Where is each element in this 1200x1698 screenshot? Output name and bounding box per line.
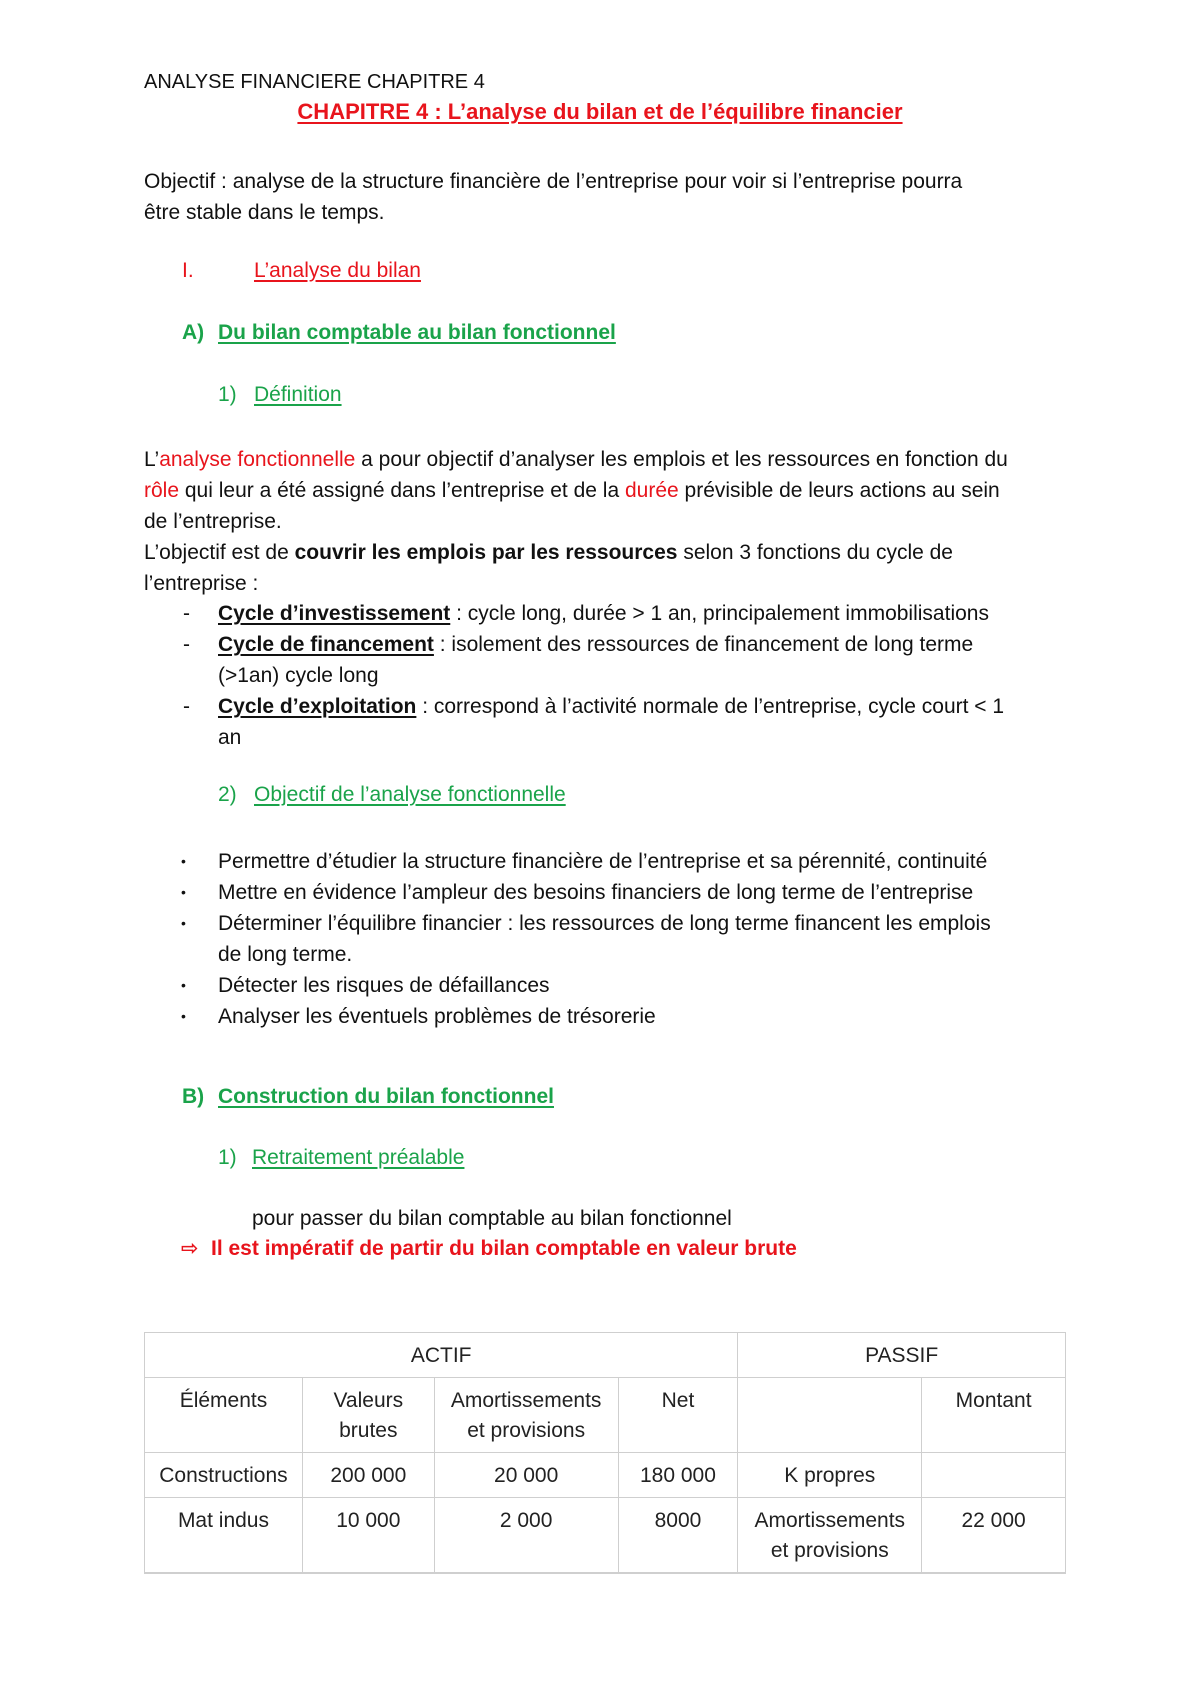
table-header-row (145, 1333, 1066, 1378)
objective-text: Analyser les éventuels problèmes de trésorerie (218, 1005, 656, 1028)
objective-line-1: Objectif : analyse de la structure financière de l’entreprise pour voir si l’entreprise pourra (144, 170, 963, 193)
cell-element: Constructions (145, 1453, 303, 1498)
objective-text-continued: de long terme. (218, 943, 353, 966)
definition-text: qui leur a été assigné dans l’entreprise et de la (179, 479, 625, 502)
objective-text: Permettre d’étudier la structure financière de l’entreprise et sa pérennité, continuité (218, 850, 988, 873)
column-elements: Éléments (145, 1378, 303, 1453)
actif-header: ACTIF (145, 1333, 738, 1378)
cell-net: 8000 (618, 1498, 738, 1574)
chapter-title: CHAPITRE 4 : L’analyse du bilan et de l’équilibre financier (297, 99, 903, 124)
section-b-letter: B) (182, 1085, 205, 1108)
cell-amort: 20 000 (434, 1453, 618, 1498)
section-a-title: Du bilan comptable au bilan fonctionnel (218, 321, 616, 344)
imperative-note (181, 1233, 797, 1264)
bilan-table (144, 1332, 1066, 1574)
passif-label: Amortissements (754, 1509, 906, 1532)
cycle-description: : isolement des ressources de financement de long terme (433, 633, 974, 656)
bullet-marker: • (181, 977, 186, 993)
cell-amort: 2 000 (434, 1498, 618, 1574)
bullet-marker: • (181, 853, 186, 869)
objective-line-2: être stable dans le temps. (144, 201, 385, 224)
table-column-row (145, 1378, 1066, 1453)
cell-passif-item (738, 1453, 922, 1498)
subsection-b1-number: 1) (218, 1146, 237, 1169)
subsection-2-number: 2) (218, 783, 237, 806)
cycle-description: : correspond à l’activité normale de l’entreprise, cycle court < 1 (416, 695, 1005, 718)
imperative-text: Il est impératif de partir du bilan comptable en valeur brute (211, 1237, 797, 1260)
definition-emphasis: couvrir les emplois par les ressources (294, 541, 678, 564)
column-label: Amortissements (450, 1389, 602, 1412)
subsection-b1-title: Retraitement préalable (252, 1146, 465, 1169)
table-row (145, 1498, 1066, 1574)
objective-text: Détecter les risques de défaillances (218, 974, 550, 997)
dash-marker: - (183, 602, 190, 625)
retraitement-text: pour passer du bilan comptable au bilan fonctionnel (252, 1207, 732, 1230)
subsection-1-number: 1) (218, 383, 237, 406)
cell-passif-item (738, 1498, 922, 1574)
definition-paragraph-line-4 (144, 537, 953, 568)
table-row (145, 1453, 1066, 1498)
objective-text: Déterminer l’équilibre financier : les ressources de long terme financent les emplois (218, 912, 991, 935)
definition-keyword-analyse: analyse fonctionnelle (159, 448, 356, 471)
column-label: et provisions (467, 1419, 586, 1442)
cell-brut: 200 000 (302, 1453, 434, 1498)
section-1-number: I. (182, 259, 194, 282)
running-header: ANALYSE FINANCIERE CHAPITRE 4 (144, 71, 485, 93)
cell-montant: 22 000 (922, 1498, 1066, 1574)
section-1-title: L’analyse du bilan (254, 259, 421, 282)
subsection-1-title: Définition (254, 383, 342, 406)
definition-text: prévisible de leurs actions au sein (678, 479, 1000, 502)
column-valeurs-brutes (302, 1378, 434, 1453)
definition-paragraph-line-1 (144, 444, 1008, 475)
column-montant: Montant (922, 1378, 1066, 1453)
passif-label: et provisions (770, 1539, 889, 1562)
cycle-term: Cycle de financement (218, 633, 434, 656)
cycle-term: Cycle d’investissement (218, 602, 451, 625)
cycle-term: Cycle d’exploitation (218, 695, 417, 718)
cell-net: 180 000 (618, 1453, 738, 1498)
dash-marker: - (183, 633, 190, 656)
definition-text: L’ (144, 448, 160, 471)
subsection-2-title: Objectif de l’analyse fonctionnelle (254, 783, 566, 806)
column-label: Valeurs (333, 1389, 404, 1412)
cell-montant (922, 1453, 1066, 1498)
definition-paragraph-line-2 (144, 475, 1000, 506)
passif-label: K propres (784, 1464, 876, 1487)
definition-text: L’objectif est de (144, 541, 295, 564)
bullet-marker: • (181, 884, 186, 900)
definition-text: a pour objectif d’analyser les emplois et les ressources en fonction du (355, 448, 1008, 471)
cycle-description-continued: (>1an) cycle long (218, 664, 379, 687)
section-a-letter: A) (182, 321, 205, 344)
column-net: Net (618, 1378, 738, 1453)
cycle-description: : cycle long, durée > 1 an, principalement immobilisations (450, 602, 989, 625)
passif-header: PASSIF (738, 1333, 1066, 1378)
definition-paragraph-line-5: l’entreprise : (144, 572, 259, 595)
definition-keyword-role: rôle (144, 479, 180, 502)
objective-text: Mettre en évidence l’ampleur des besoins financiers de long terme de l’entreprise (218, 881, 974, 904)
bullet-marker: • (181, 915, 186, 931)
column-passif-item (738, 1378, 922, 1453)
column-amortissements (434, 1378, 618, 1453)
dash-marker: - (183, 695, 190, 718)
definition-text: selon 3 fonctions du cycle de (677, 541, 953, 564)
definition-keyword-duree: durée (624, 479, 679, 502)
arrow-right-icon: ⇨ (181, 1237, 199, 1260)
definition-paragraph-line-3: de l’entreprise. (144, 510, 282, 533)
column-label: brutes (339, 1419, 398, 1442)
cell-brut: 10 000 (302, 1498, 434, 1574)
section-b-title: Construction du bilan fonctionnel (218, 1085, 554, 1108)
cell-element: Mat indus (145, 1498, 303, 1574)
cycle-description-continued: an (218, 726, 242, 749)
bullet-marker: • (181, 1008, 186, 1024)
